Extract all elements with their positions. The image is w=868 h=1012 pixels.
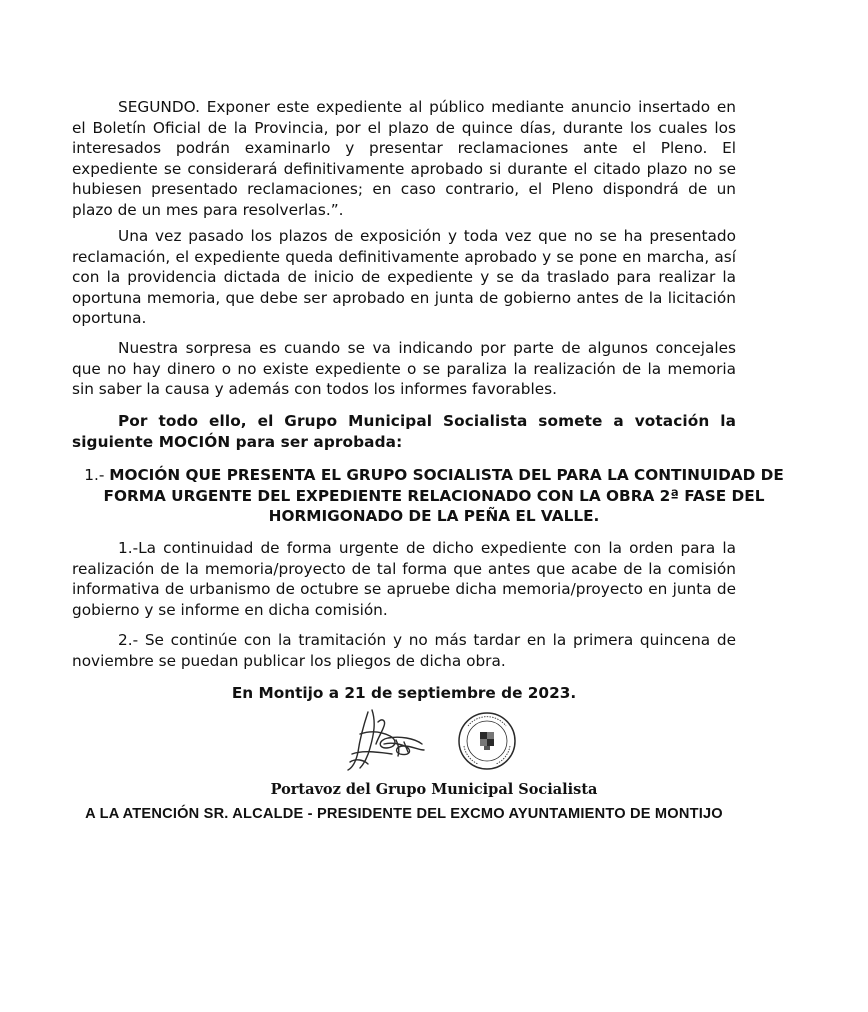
motion-heading bbox=[72, 465, 796, 527]
motion-number: 1.- bbox=[84, 466, 105, 484]
paragraph-una-vez: Una vez pasado los plazos de exposición y toda vez que no se ha presentado reclamación, el expediente queda definitivamente aprobado y se pone en marcha, así con la providencia dictada de inicio de expediente y se da traslado para realizar la oportuna memoria, que debe ser aprobado en junta de gobierno antes de la licitación oportuna. bbox=[72, 227, 736, 327]
handwritten-signature bbox=[338, 704, 448, 774]
attention-line: A LA ATENCIÓN SR. ALCALDE - PRESIDENTE DEL EXCMO AYUNTAMIENTO DE MONTIJO bbox=[85, 806, 723, 822]
paragraph-sorpresa: Nuestra sorpresa es cuando se va indicando por parte de algunos concejales que no hay dinero o no existe expediente o se paraliza la realización de la memoria sin saber la causa y además con todos los informes favorables. bbox=[72, 339, 736, 398]
motion-title: MOCIÓN QUE PRESENTA EL GRUPO SOCIALISTA DEL PARA LA CONTINUIDAD DE FORMA URGENTE DEL EXPEDIENTE RELACIONADO CON LA OBRA 2ª FASE DEL HORMIGONADO DE LA PEÑA EL VALLE. bbox=[103, 466, 784, 525]
signer-role: Portavoz del Grupo Municipal Socialista bbox=[270, 781, 598, 798]
official-stamp bbox=[456, 710, 518, 772]
paragraph-segundo: SEGUNDO. Exponer este expediente al público mediante anuncio insertado en el Boletín Oficial de la Provincia, por el plazo de quince días, durante los cuales los interesados podrán examinarlo y presentar reclamaciones ante el Pleno. El expediente se considerará definitivamente aprobado si durante el citado plazo no se hubiesen presentado reclamaciones; en caso contrario, el Pleno dispondrá de un plazo de un mes para resolverlas.”. bbox=[72, 98, 736, 219]
date-line: En Montijo a 21 de septiembre de 2023. bbox=[231, 684, 577, 702]
motion-point-2: 2.- Se continúe con la tramitación y no más tardar en la primera quincena de noviembre se puedan publicar los pliegos de dicha obra. bbox=[72, 631, 736, 670]
motion-point-1: 1.-La continuidad de forma urgente de dicho expediente con la orden para la realización de la memoria/proyecto de tal forma que antes que acabe de la comisión informativa de urbanismo de octubre se apruebe dicha memoria/proyecto en junta de gobierno y se informe en dicha comisión. bbox=[72, 539, 736, 619]
paragraph-por-todo-ello: Por todo ello, el Grupo Municipal Socialista somete a votación la siguiente MOCIÓN para ser aprobada: bbox=[72, 412, 736, 451]
